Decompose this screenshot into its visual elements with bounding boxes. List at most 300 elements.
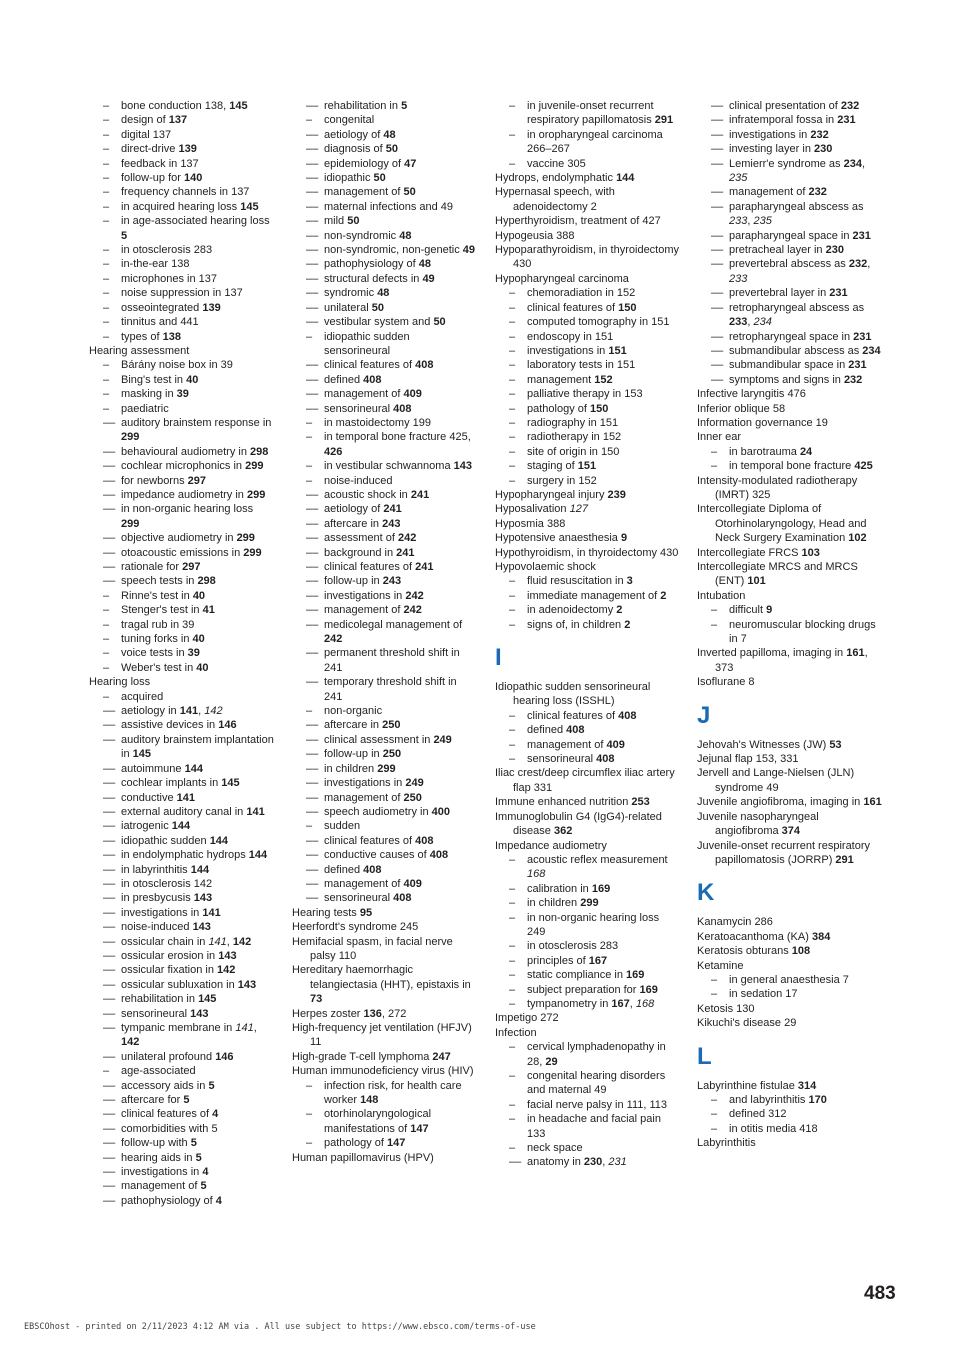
entry-text: in labyrinthitis (121, 863, 191, 876)
page-ref-main: 408 (415, 359, 434, 372)
entry-text: symptoms and signs in (729, 373, 844, 386)
section-letter-j: J (697, 701, 711, 729)
level-dash: –– (103, 964, 116, 977)
level-dash: –– (306, 373, 319, 386)
entry-text: rehabilitation in (324, 100, 402, 112)
level-dash: – (711, 988, 718, 1001)
entry-text: in presbycusis (121, 892, 194, 905)
level-dash: –– (103, 1007, 116, 1020)
level-dash: –– (103, 820, 116, 833)
entry-text: Juvenile-onset recurrent respiratory papillomatosis (JORRP) (697, 839, 871, 866)
index-subterm (292, 589, 477, 603)
entry-text: autoimmune (121, 762, 185, 775)
entry-text: , 373 (715, 647, 868, 674)
index-subterm (697, 618, 882, 647)
index-subterm (89, 690, 274, 704)
level-dash: – (103, 690, 110, 703)
entry-text: in juvenile-onset recurrent respiratory papillomatosis (527, 100, 655, 127)
page-ref-main: 143 (453, 460, 472, 473)
index-term (697, 546, 882, 560)
page-ref-main: 9 (766, 604, 773, 617)
page-ref-main: 49 (422, 272, 435, 285)
level-dash: –– (711, 200, 724, 213)
level-dash: – (306, 460, 313, 473)
page-ref-main: 40 (192, 589, 206, 602)
page-ref-main: 250 (382, 748, 402, 761)
level-dash: –– (103, 892, 116, 905)
index-subterm (89, 848, 274, 862)
index-subterm (495, 1040, 680, 1069)
entry-text: otoacoustic emissions in (121, 546, 244, 559)
entry-text: design of (121, 114, 169, 127)
index-column-2 (292, 99, 477, 1165)
page-ref-main: 145 (221, 777, 240, 790)
page-ref-main: 230 (825, 244, 844, 257)
index-subterm (89, 402, 274, 416)
entry-text: clinical features of (527, 301, 619, 314)
entry-text: defined 312 (729, 1108, 787, 1121)
print-footer: EBSCOhost - printed on 2/11/2023 4:12 AM via . All use subject to https://www.ebsco.com/terms-of-use (24, 1322, 536, 1332)
index-subterm (292, 1136, 477, 1150)
index-term (292, 1151, 477, 1165)
entry-text: structural defects in (324, 272, 423, 285)
entry-text: Kanamycin 286 (697, 916, 773, 929)
index-subterm (495, 430, 680, 444)
level-dash: – (103, 114, 110, 127)
entry-text: Information governance 19 (697, 416, 828, 429)
index-subterm (697, 128, 882, 142)
index-subterm (495, 983, 680, 997)
index-subterm (89, 963, 274, 977)
page-ref-main: 291 (835, 853, 854, 866)
level-dash: –– (103, 978, 116, 991)
level-dash: – (103, 143, 110, 156)
entry-text: investing layer in (729, 143, 814, 156)
level-dash: –– (103, 561, 116, 573)
level-dash: – (711, 1093, 718, 1106)
entry-text: Intercollegiate MRCS and MRCS (ENT) (697, 561, 858, 588)
index-subterm (495, 445, 680, 459)
index-subterm (697, 243, 882, 257)
index-subterm (495, 1069, 680, 1098)
index-subterm (495, 387, 680, 401)
entry-text: parapharyngeal abscess as (729, 200, 864, 213)
level-dash: –– (306, 791, 319, 804)
page-ref-main: 5 (190, 1137, 197, 1150)
index-subterm (89, 113, 274, 127)
index-subterm (89, 877, 274, 891)
level-dash: –– (103, 503, 116, 516)
level-dash: – (103, 388, 110, 401)
level-dash: –– (103, 863, 116, 876)
entry-text: Inverted papilloma, imaging in (697, 647, 847, 660)
entry-text: auditory brainstem response in (121, 416, 272, 429)
page-ref-main: 231 (852, 229, 871, 242)
level-dash: – (509, 431, 516, 444)
level-dash: –– (306, 488, 319, 501)
page-ref-main: 232 (843, 373, 863, 386)
page-ref-main: 170 (808, 1093, 827, 1106)
index-subterm (292, 387, 477, 401)
page-ref-main: 141 (176, 791, 196, 804)
entry-text: tuning forks in (121, 633, 193, 646)
entry-text: investigations in (121, 906, 203, 919)
index-subterm (292, 574, 477, 588)
level-dash: –– (306, 762, 319, 775)
page-ref-main: 143 (190, 1007, 209, 1020)
entry-text: sudden (324, 820, 361, 833)
index-subterm (292, 474, 477, 488)
entry-text: facial nerve palsy in 111, 113 (527, 1098, 668, 1111)
index-subterm (495, 1155, 680, 1169)
index-term (697, 387, 882, 401)
index-term (292, 1050, 477, 1064)
level-dash: – (306, 474, 313, 487)
index-subterm (292, 762, 477, 776)
level-dash: –– (103, 1050, 116, 1063)
level-dash: – (103, 647, 110, 660)
index-subterm (89, 1194, 274, 1208)
page-ref-figure: 141 (235, 1022, 254, 1034)
page-ref-main: 140 (183, 172, 203, 185)
entry-text: submandibular abscess as (729, 344, 863, 357)
page-ref-main: 151 (577, 460, 597, 473)
index-subterm (495, 301, 680, 315)
level-dash: –– (711, 258, 724, 271)
index-subterm (89, 1079, 274, 1093)
page-ref-main: 247 (432, 1050, 451, 1063)
index-subterm (89, 805, 274, 819)
page-ref-main: 141 (202, 906, 221, 919)
index-term (495, 531, 680, 545)
entry-text: management of (324, 877, 404, 890)
entry-text: Ketamine (697, 959, 744, 972)
index-subterm (292, 834, 477, 848)
index-subterm (89, 171, 274, 185)
index-subterm (495, 574, 680, 588)
level-dash: –– (103, 705, 116, 718)
level-dash: –– (103, 877, 116, 890)
level-dash: –– (306, 618, 319, 631)
page-ref-figure: 127 (569, 503, 588, 516)
entry-text: , (861, 157, 866, 170)
level-dash: –– (306, 877, 319, 890)
entry-text: infratemporal fossa in (729, 114, 838, 127)
entry-text: staging of (527, 460, 578, 473)
index-subterm (697, 330, 882, 344)
page-ref-main: 232 (808, 186, 827, 199)
page-ref-main: 50 (371, 301, 384, 314)
level-dash: –– (103, 921, 116, 934)
page-ref-main: 242 (403, 604, 422, 617)
entry-text: objective audiometry in (121, 532, 237, 545)
level-dash: –– (306, 359, 319, 372)
index-subterm (89, 632, 274, 646)
level-dash: – (509, 575, 516, 588)
entry-text: acoustic shock in (324, 488, 411, 501)
entry-text: laboratory tests in 151 (527, 359, 636, 372)
index-subterm (292, 776, 477, 790)
entry-text: aftercare for (121, 1094, 184, 1107)
entry-text: cochlear microphonics in (121, 460, 246, 473)
page-ref-main: 161 (846, 647, 865, 660)
index-subterm (292, 171, 477, 185)
index-subterm (292, 373, 477, 387)
level-dash: –– (306, 589, 319, 602)
index-term (495, 185, 680, 214)
level-dash: – (306, 416, 313, 429)
level-dash: –– (306, 402, 319, 415)
entry-text: Bing's test in (121, 373, 187, 386)
page-ref-figure: 168 (527, 868, 546, 881)
index-subterm (495, 939, 680, 953)
index-subterm (495, 603, 680, 617)
level-dash: – (103, 100, 110, 112)
level-dash: – (103, 373, 110, 386)
index-subterm (495, 474, 680, 488)
level-dash: –– (306, 200, 319, 213)
index-subterm (495, 286, 680, 300)
entry-text: ossicular fixation in (121, 964, 217, 977)
page-ref-main: 39 (187, 647, 200, 660)
entry-text: in otosclerosis 283 (121, 244, 213, 257)
entry-text: Isoflurane 8 (697, 676, 755, 689)
entry-text: Hypogeusia 388 (495, 229, 575, 242)
index-subterm (89, 733, 274, 762)
entry-text: Hearing assessment (89, 344, 190, 357)
level-dash: –– (103, 805, 116, 818)
entry-text: for newborns (121, 474, 188, 487)
index-term (697, 430, 882, 444)
index-subterm (89, 661, 274, 675)
index-term (697, 959, 882, 973)
entry-text: neuromuscular blocking drugs in 7 (729, 618, 876, 646)
entry-text: Hyposalivation (495, 503, 570, 516)
level-dash: – (509, 983, 516, 996)
level-dash: –– (103, 1094, 116, 1107)
entry-text: in vestibular schwannoma (324, 460, 454, 473)
entry-text: in children (324, 762, 378, 775)
index-subterm (89, 589, 274, 603)
level-dash: – (509, 911, 516, 924)
page-ref-main: 169 (626, 969, 645, 982)
entry-text: unilateral (324, 301, 372, 314)
page-ref-main: 145 (132, 748, 151, 761)
page-ref-main: 102 (848, 532, 867, 545)
level-dash: –– (306, 157, 319, 170)
entry-text: epidemiology of (324, 157, 405, 170)
page-ref-main: 241 (415, 561, 434, 573)
index-term (89, 675, 274, 689)
entry-text: management of (729, 186, 809, 199)
index-subterm (292, 128, 477, 142)
entry-text: prevertebral layer in (729, 287, 830, 300)
index-subterm (89, 1050, 274, 1064)
index-subterm (292, 546, 477, 560)
level-dash: –– (711, 373, 724, 386)
level-dash: – (509, 330, 516, 343)
page-ref-main: 231 (853, 330, 872, 343)
entry-text: Intercollegiate FRCS (697, 546, 802, 559)
index-subterm (292, 243, 477, 257)
entry-text: in endolymphatic hydrops (121, 849, 249, 862)
index-subterm (292, 488, 477, 502)
entry-text: Weber's test in (121, 661, 197, 674)
entry-text: immediate management of (527, 589, 661, 602)
entry-text: accessory aids in (121, 1079, 209, 1092)
entry-text: age-associated (121, 1065, 196, 1078)
entry-text: non-syndromic (324, 229, 400, 242)
entry-text: Inner ear (697, 431, 742, 444)
index-term (697, 675, 882, 689)
entry-text: tympanic membrane in (121, 1022, 236, 1034)
level-dash: – (103, 157, 110, 170)
page-ref-main: 4 (202, 1166, 209, 1179)
section-letter-k: K (697, 879, 715, 907)
level-dash: –– (103, 1122, 116, 1135)
page-ref-main: 24 (799, 445, 813, 458)
index-subterm (292, 848, 477, 862)
index-subterm (292, 286, 477, 300)
page-ref-main: 144 (171, 820, 191, 833)
entry-text: Hypoparathyroidism, in thyroidectomy 430 (495, 244, 680, 271)
page-ref-main: 41 (202, 604, 215, 617)
index-subterm (89, 1093, 274, 1107)
entry-text: pathophysiology of (324, 258, 419, 271)
entry-text: in temporal bone fracture 425, (324, 431, 471, 444)
entry-text: management (527, 373, 595, 386)
entry-text: parapharyngeal space in (729, 229, 853, 242)
entry-text: Immunoglobulin G4 (IgG4)-related disease (495, 810, 662, 838)
page-ref-main: 425 (854, 460, 873, 473)
entry-text: Keratosis obturans (697, 945, 792, 958)
entry-text: tragal rub in 39 (121, 618, 195, 631)
level-dash: – (509, 157, 516, 170)
page-ref-main: 40 (196, 661, 209, 674)
entry-text: Heerfordt's syndrome 245 (292, 921, 419, 934)
level-dash: – (103, 244, 110, 257)
index-subterm (292, 113, 477, 127)
entry-text: microphones in 137 (121, 272, 218, 285)
entry-text: surgery in 152 (527, 474, 597, 487)
page-ref-main: 143 (193, 892, 213, 905)
entry-text: acquired (121, 690, 164, 703)
entry-text: investigations in (324, 589, 406, 602)
index-term (89, 344, 274, 358)
index-subterm (697, 113, 882, 127)
entry-text: clinical features of (527, 709, 619, 722)
entry-text: defined (324, 863, 364, 876)
index-subterm (495, 853, 680, 882)
entry-text: Human papillomavirus (HPV) (292, 1151, 434, 1164)
level-dash: –– (103, 445, 116, 458)
page-ref-main: 141 (246, 805, 265, 818)
index-subterm (495, 402, 680, 416)
entry-text: Hypotensive anaesthesia (495, 532, 621, 545)
entry-text: anatomy in (527, 1156, 584, 1169)
index-subterm (89, 834, 274, 848)
page-ref-main: 299 (580, 897, 599, 910)
page-ref-main: 231 (837, 114, 856, 127)
page-ref-main: 243 (382, 517, 401, 530)
index-subterm (292, 675, 477, 704)
page-ref-figure: 142 (204, 705, 223, 718)
entry-text: retropharyngeal space in (729, 330, 854, 343)
page-ref-main: 141 (179, 705, 199, 718)
index-subterm (495, 344, 680, 358)
entry-text: , (629, 997, 636, 1010)
page-ref-main: 9 (620, 532, 628, 545)
entry-text: investigations in (729, 128, 811, 141)
entry-text: masking in (121, 388, 177, 401)
page-ref-main: 145 (240, 200, 259, 213)
page-ref-main: 5 (200, 1180, 207, 1193)
level-dash: –– (711, 244, 724, 257)
level-dash: –– (711, 157, 724, 170)
index-term (697, 752, 882, 766)
page-ref-main: 167 (611, 997, 630, 1010)
level-dash: –– (306, 676, 319, 689)
index-subterm (697, 1093, 882, 1107)
page-ref-main: 146 (218, 719, 237, 732)
page-ref-figure: 231 (608, 1156, 627, 1169)
entry-text: Keratoacanthoma (KA) (697, 930, 812, 943)
index-subterm (292, 819, 477, 833)
entry-text: management of (324, 791, 404, 804)
page-ref-main: 50 (373, 172, 386, 185)
level-dash: –– (306, 503, 319, 516)
page-ref-main: 409 (606, 738, 625, 751)
entry-text: non-organic (324, 705, 383, 718)
index-subterm (495, 157, 680, 171)
level-dash: – (509, 1142, 516, 1155)
index-subterm (292, 99, 477, 113)
level-dash: – (306, 431, 313, 444)
entry-text: palliative therapy in 153 (527, 388, 643, 401)
section-letter-l: L (697, 1042, 712, 1070)
index-term (495, 171, 680, 185)
level-dash: – (509, 388, 516, 401)
entry-text: Hereditary haemorrhagic telangiectasia (HHT), epistaxis in (292, 964, 471, 991)
entry-text: Rinne's test in (121, 589, 193, 602)
entry-text: Herpes zoster (292, 1007, 364, 1020)
index-subterm (89, 286, 274, 300)
index-subterm (495, 315, 680, 329)
page-ref-figure: 235 (729, 172, 748, 185)
entry-text: Hearing loss (89, 676, 151, 689)
level-dash: –– (306, 229, 319, 242)
index-subterm (697, 229, 882, 243)
entry-text: management of (121, 1180, 201, 1193)
index-subterm (89, 128, 274, 142)
entry-text: in non-organic hearing loss (121, 503, 254, 516)
page-ref-main: 384 (811, 930, 831, 943)
level-dash: – (509, 359, 516, 372)
level-dash: – (103, 1065, 110, 1078)
entry-text: Intercollegiate Diploma of Otorhinolaryngology, Head and Neck Surgery Examination (697, 503, 867, 545)
entry-text: defined (324, 373, 364, 386)
level-dash: –– (103, 1166, 116, 1179)
entry-text: follow-up in (324, 575, 383, 588)
entry-text: principles of (527, 954, 589, 967)
level-dash: – (103, 258, 110, 271)
index-subterm (89, 1007, 274, 1021)
index-subterm (89, 99, 274, 113)
level-dash: –– (509, 1156, 522, 1169)
index-subterm (89, 920, 274, 934)
level-dash: – (103, 633, 110, 646)
entry-text: in adenoidectomy (527, 604, 617, 617)
